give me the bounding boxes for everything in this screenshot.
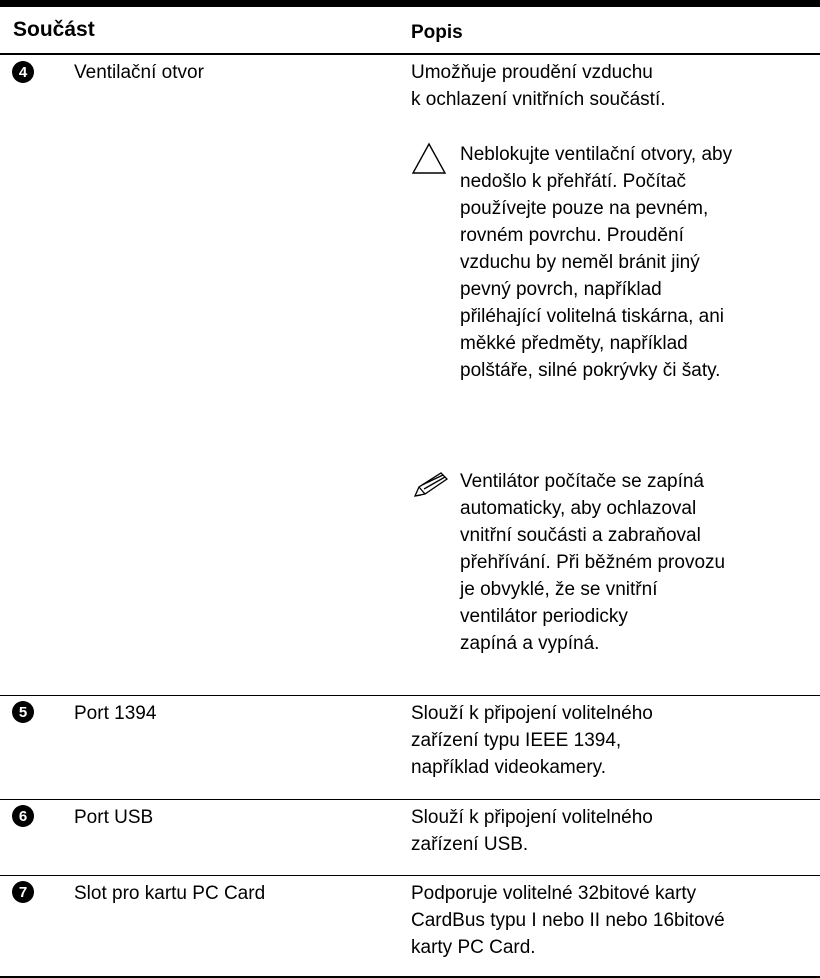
note-line: ventilátor periodicky [460, 606, 628, 627]
caution-line: pevný povrch, například [460, 279, 662, 300]
callout-number: 5 [12, 701, 34, 723]
note-line: Ventilátor počítače se zapíná [460, 471, 704, 492]
caution-line: Neblokujte ventilační otvory, aby [460, 144, 733, 165]
component-name: Slot pro kartu PC Card [74, 883, 266, 904]
caution-line: měkké předměty, například [460, 333, 688, 354]
pencil-note-icon [411, 470, 451, 500]
note-text [460, 468, 815, 657]
top-rule [0, 0, 820, 7]
callout-number: 4 [12, 61, 34, 83]
component-description [411, 59, 811, 113]
component-description [411, 880, 811, 961]
description-line: Podporuje volitelné 32bitové karty [411, 883, 697, 904]
warning-triangle-icon [411, 141, 447, 175]
caution-line: rovném povrchu. Proudění [460, 225, 684, 246]
caution-line: přiléhající volitelná tiskárna, ani [460, 306, 725, 327]
component-name: Port USB [74, 807, 154, 828]
description-line: karty PC Card. [411, 937, 536, 958]
caution-line: používejte pouze na pevném, [460, 198, 709, 219]
caution-text [460, 141, 815, 384]
component-name: Port 1394 [74, 703, 157, 724]
note-line: je obvyklé, že se vnitřní [460, 579, 658, 600]
description-line: zařízení typu IEEE 1394, [411, 730, 622, 751]
description-line: Umožňuje proudění vzduchu [411, 62, 653, 83]
note-line: automaticky, aby ochlazoval [460, 498, 697, 519]
table-row [0, 55, 820, 695]
table-header [0, 7, 820, 53]
callout-number: 6 [12, 805, 34, 827]
description-line: například videokamery. [411, 757, 607, 778]
description-line: k ochlazení vnitřních součástí. [411, 89, 666, 110]
header-description: Popis [411, 22, 463, 43]
component-description [411, 804, 811, 858]
note-line: vnitřní součásti a zabraňoval [460, 525, 701, 546]
component-name: Ventilační otvor [74, 62, 204, 83]
caution-line: vzduchu by neměl bránit jiný [460, 252, 700, 273]
table-row [0, 876, 820, 976]
caution-line: polštáře, silné pokrývky či šaty. [460, 360, 721, 381]
description-line: Slouží k připojení volitelného [411, 807, 653, 828]
component-description [411, 700, 811, 781]
description-line: Slouží k připojení volitelného [411, 703, 653, 724]
description-line: CardBus typu I nebo II nebo 16bitové [411, 910, 725, 931]
table-row [0, 800, 820, 875]
note-line: přehřívání. Při běžném provozu [460, 552, 726, 573]
description-line: zařízení USB. [411, 834, 529, 855]
header-component: Součást [13, 18, 95, 41]
table-row [0, 696, 820, 799]
caution-line: nedošlo k přehřátí. Počítač [460, 171, 687, 192]
callout-number: 7 [12, 881, 34, 903]
note-line: zapíná a vypíná. [460, 633, 600, 654]
